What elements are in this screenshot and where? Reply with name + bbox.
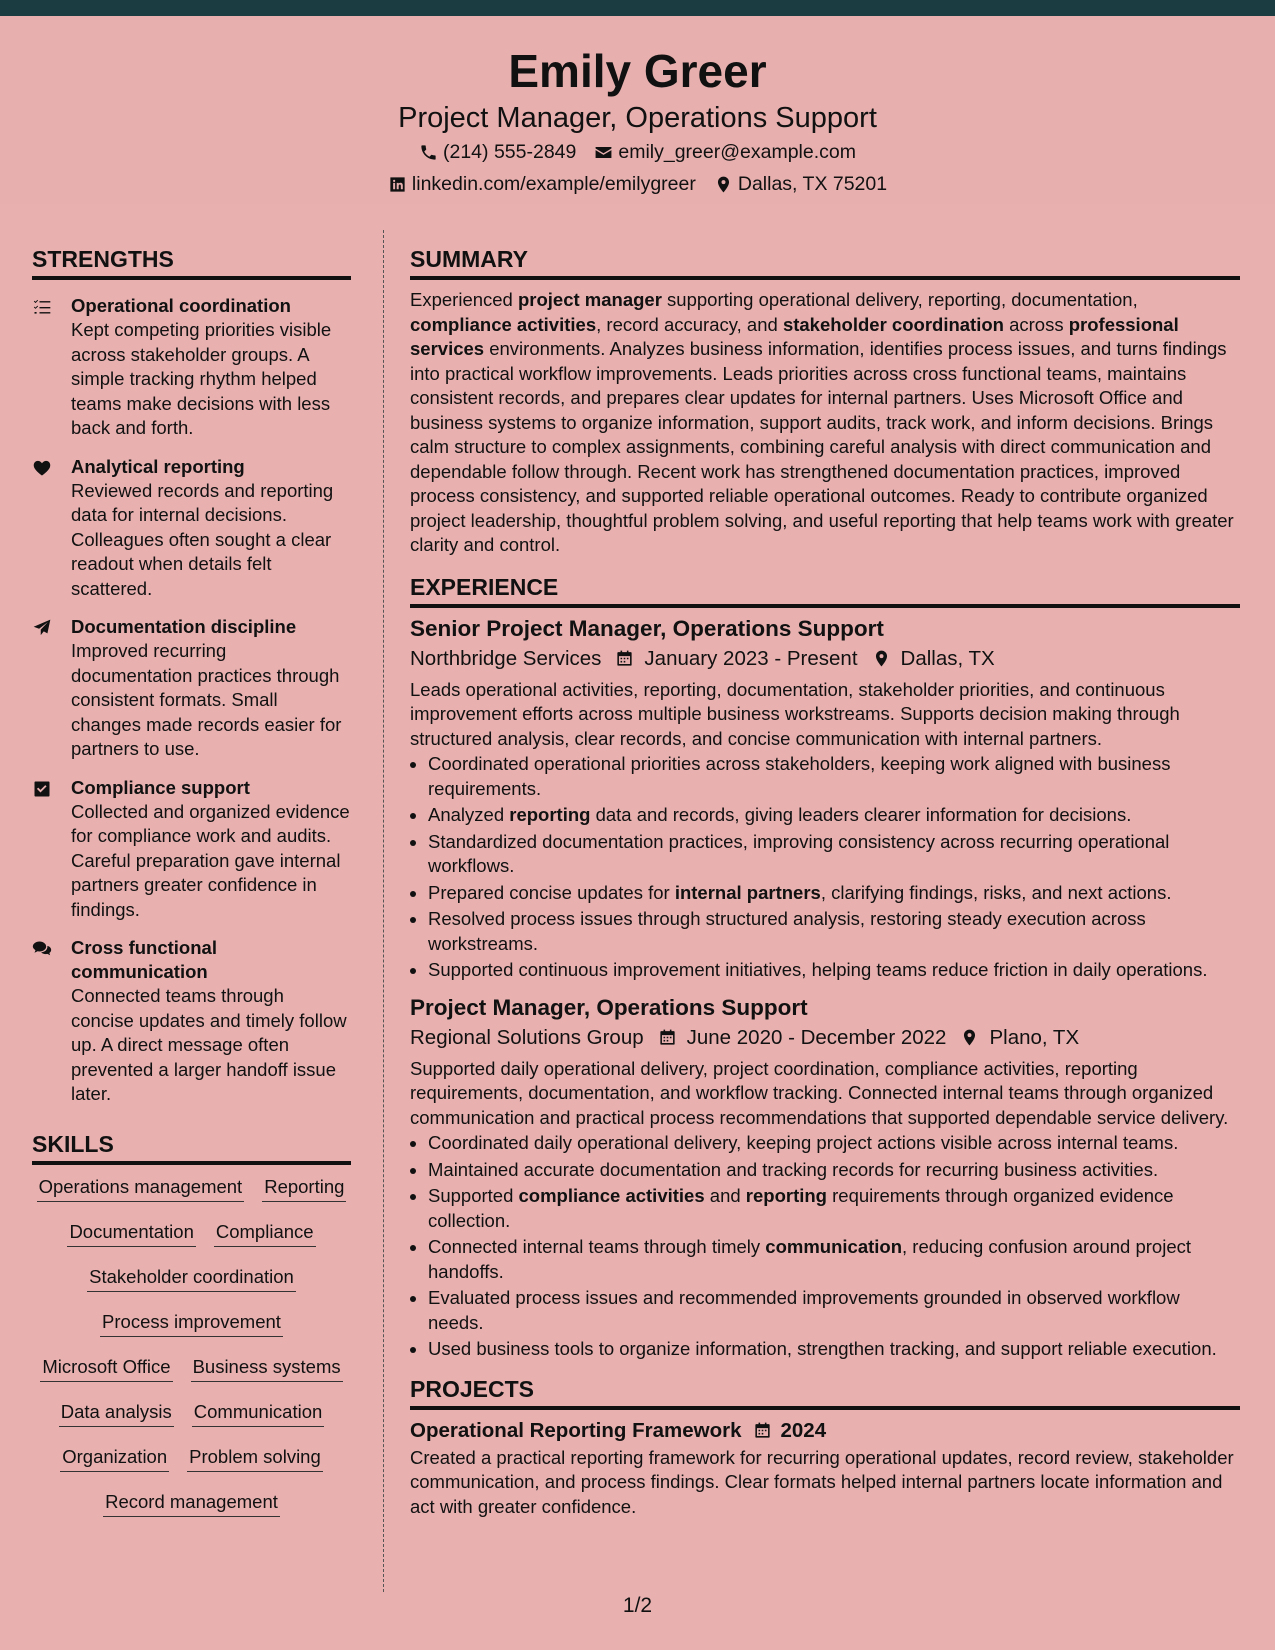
summary-emphasis: professional services (410, 313, 1179, 359)
candidate-name: Emily Greer (508, 45, 767, 97)
bullet-text: Resolved process issues through structured analysis, restoring steady execution across workstreams. (428, 908, 1146, 954)
summary-emphasis: compliance activities (410, 313, 597, 335)
bullet-text: Prepared concise updates for (428, 881, 675, 903)
list-check-icon (32, 297, 52, 317)
project-entry (410, 1416, 1240, 1520)
check-square-icon (32, 779, 52, 799)
summary-fragment: Experienced (410, 289, 518, 310)
bullet-text: Connected internal teams through timely (428, 1236, 766, 1257)
skill-tag: Data analysis (59, 1400, 174, 1427)
job-title: Project Manager, Operations Support (410, 994, 808, 1020)
bullet-emphasis: communication (765, 1236, 903, 1257)
contact-row-1 (0, 136, 1275, 168)
resume-header (0, 16, 1275, 204)
skill-row (32, 1265, 351, 1310)
skill-tag: Problem solving (187, 1445, 323, 1472)
email-text[interactable]: emily_greer@example.com (618, 141, 856, 163)
contact-row-2 (0, 168, 1275, 200)
job-dates-text: June 2020 - December 2022 (686, 1025, 947, 1049)
bullet-item (428, 1286, 1240, 1335)
comments-icon (32, 939, 52, 959)
strength-title: Cross functional communication (71, 937, 217, 982)
bullet-item (428, 752, 1240, 801)
paper-plane-icon (32, 618, 52, 638)
summary-emphasis: stakeholder coordination (782, 313, 1004, 335)
bullet-emphasis: reporting (509, 804, 591, 825)
project-description: Created a practical reporting framework for recurring operational updates, record review, stakeholder communication, and process findings. Clear formats helped internal partners locate information and act with greater confidence. (410, 1446, 1234, 1517)
calendar-icon (753, 1421, 772, 1440)
job-entry (410, 993, 1240, 1362)
calendar-icon (658, 1028, 677, 1047)
job-description: Supported daily operational delivery, project coordination, compliance activities, reporting requirements, documentation, and workflow tracking. Connected internal teams through organized communication and practical process recommendations that supported dependable service delivery. (410, 1057, 1229, 1128)
strengths-heading: STRENGTHS (32, 244, 351, 280)
job-dates (615, 644, 857, 674)
bullet-emphasis: internal partners (674, 881, 821, 903)
phone-text: (214) 555-2849 (443, 141, 577, 163)
skill-tag: Operations management (37, 1175, 245, 1202)
envelope-icon (594, 143, 613, 162)
skill-tag: Reporting (262, 1175, 346, 1202)
column-divider (383, 230, 384, 1592)
bullet-item (428, 881, 1240, 906)
experience-heading: EXPERIENCE (410, 572, 1240, 608)
summary-fragment: supporting operational delivery, reporting, documentation, (661, 289, 1138, 310)
bullet-item (428, 1158, 1240, 1183)
linkedin-text[interactable]: linkedin.com/example/emilygreer (411, 173, 696, 195)
job-bullets (410, 752, 1240, 983)
contact-location (714, 168, 887, 200)
summary-emphasis: project manager (517, 289, 662, 310)
skill-row (32, 1400, 351, 1445)
bullet-text: Coordinated daily operational delivery, keeping project actions visible across internal teams. (428, 1132, 1179, 1153)
strength-item (32, 776, 351, 923)
strength-title: Analytical reporting (71, 455, 245, 477)
strength-item (32, 455, 351, 602)
strength-desc: Connected teams through concise updates and timely follow up. A direct message often prevented a larger handoff issue later. (71, 985, 347, 1104)
contact-linkedin[interactable] (388, 168, 696, 200)
project-title: Operational Reporting Framework (410, 1418, 742, 1442)
bullet-text: Supported continuous improvement initiatives, helping teams reduce friction in daily operations. (428, 959, 1208, 980)
bullet-text: Standardized documentation practices, improving consistency across recurring operational workflows. (428, 830, 1170, 876)
project-year (753, 1416, 826, 1446)
job-description: Leads operational activities, reporting, documentation, stakeholder priorities, and continuous improvement efforts across multiple business workstreams. Supports decision making through structured analysis, clear records, and concise communication with internal partners. (410, 678, 1180, 749)
strength-desc: Collected and organized evidence for compliance work and audits. Careful preparation gave internal partners greater confidence in findings. (71, 800, 350, 920)
job-title: Senior Project Manager, Operations Support (410, 615, 884, 641)
skill-tag: Compliance (214, 1220, 316, 1247)
top-accent-bar (0, 0, 1275, 16)
phone-icon (419, 143, 438, 162)
candidate-title: Project Manager, Operations Support (398, 102, 877, 134)
summary-fragment: environments. Analyzes business information, identifies process issues, and turns findings into practical workflow improvements. Leads priorities across cross functional teams, maintains consistent records, and prepares clear updates for internal partners. Uses Microsoft Office and business systems to organize information, support audits, track work, and inform decisions. Brings calm structure to complex assignments, combining careful analysis with direct communication and dependable follow through. Recent work has strengthened documentation practices, improved process consistency, and supported reliable operational outcomes. Ready to contribute organized project leadership, thoughtful problem solving, and useful reporting that help teams work with greater clarity and control. (410, 338, 1234, 555)
left-column (32, 244, 351, 1535)
skill-tag: Business systems (191, 1355, 343, 1382)
job-bullets (410, 1131, 1240, 1362)
job-entry (410, 614, 1240, 983)
summary-heading: SUMMARY (410, 244, 1240, 280)
bullet-text: data and records, giving leaders clearer information for decisions. (590, 804, 1132, 825)
bullet-text: requirements through organized evidence collection. (428, 1185, 1174, 1231)
bullet-item (428, 1337, 1240, 1362)
strength-desc: Improved recurring documentation practices through consistent formats. Small changes made records easier for partners to use. (71, 640, 342, 759)
skill-tag: Process improvement (100, 1310, 283, 1337)
job-location-text: Plano, TX (989, 1025, 1080, 1049)
summary-fragment: across (1003, 313, 1069, 335)
strength-title: Documentation discipline (71, 616, 297, 637)
location-text: Dallas, TX 75201 (737, 173, 888, 195)
calendar-icon (615, 649, 634, 668)
strength-title: Operational coordination (71, 295, 291, 316)
bullet-text: Analyzed (428, 804, 510, 825)
skill-tag: Communication (192, 1400, 325, 1427)
bullet-text: and (704, 1185, 746, 1206)
map-pin-icon (960, 1028, 979, 1047)
strength-item (32, 936, 351, 1107)
skills-heading: SKILLS (32, 1129, 351, 1165)
bullet-text: Maintained accurate documentation and tracking records for recurring business activities. (428, 1158, 1159, 1180)
project-year-text: 2024 (780, 1418, 827, 1442)
company-name: Regional Solutions Group (410, 1025, 644, 1049)
strength-desc: Kept competing priorities visible across stakeholder groups. A simple tracking rhythm helped teams make decisions with less back and forth. (71, 319, 332, 438)
bullet-item (428, 803, 1240, 828)
skill-row (32, 1310, 351, 1355)
job-dates-text: January 2023 - Present (644, 646, 858, 670)
map-pin-icon (872, 649, 891, 668)
skill-tag: Record management (103, 1490, 280, 1517)
skill-tag: Stakeholder coordination (87, 1265, 296, 1292)
contact-email[interactable] (594, 136, 856, 168)
job-dates (658, 1023, 947, 1053)
bullet-text: , reducing confusion around project handoffs. (428, 1236, 1192, 1282)
skills-list (32, 1175, 351, 1535)
bullet-text: Coordinated operational priorities across stakeholders, keeping work aligned with business requirements. (428, 753, 1171, 799)
strength-desc: Reviewed records and reporting data for internal decisions. Colleagues often sought a clear readout when details felt scattered. (71, 479, 334, 599)
bullet-item (428, 1235, 1240, 1284)
job-location (960, 1023, 1079, 1053)
skill-row (32, 1175, 351, 1220)
summary-fragment: , record accuracy, and (596, 313, 783, 335)
job-location-text: Dallas, TX (900, 646, 995, 670)
job-meta (410, 644, 1240, 674)
skill-tag: Documentation (67, 1220, 195, 1247)
skill-row (32, 1220, 351, 1265)
job-meta (410, 1023, 1240, 1053)
job-location (872, 644, 995, 674)
page-number: 1/2 (622, 1594, 653, 1617)
strength-item (32, 615, 351, 762)
project-header (410, 1416, 1240, 1446)
summary-text (410, 288, 1240, 558)
contact-phone (419, 136, 576, 168)
strength-item (32, 294, 351, 441)
skill-row (32, 1490, 351, 1535)
bullet-text: Used business tools to organize information, strengthen tracking, and support reliable execution. (428, 1338, 1217, 1359)
bullet-item (428, 1184, 1240, 1233)
strength-title: Compliance support (71, 776, 250, 798)
bullet-item (428, 830, 1240, 879)
skill-row (32, 1445, 351, 1490)
bullet-text: , clarifying findings, risks, and next actions. (820, 881, 1172, 903)
linkedin-icon (388, 175, 407, 194)
heart-icon (32, 458, 52, 478)
bullet-text: Supported (428, 1185, 519, 1206)
bullet-text: Evaluated process issues and recommended improvements grounded in observed workflow needs. (428, 1287, 1180, 1333)
map-pin-icon (714, 175, 733, 194)
bullet-item (428, 958, 1240, 983)
bullet-emphasis: compliance activities (518, 1185, 705, 1206)
company-name: Northbridge Services (410, 646, 602, 670)
bullet-emphasis: reporting (745, 1185, 827, 1206)
projects-heading: PROJECTS (410, 1374, 1240, 1410)
skill-row (32, 1355, 351, 1400)
skill-tag: Organization (60, 1445, 169, 1472)
skill-tag: Microsoft Office (40, 1355, 172, 1382)
bullet-item (428, 907, 1240, 956)
bullet-item (428, 1131, 1240, 1156)
right-column (410, 244, 1240, 1519)
